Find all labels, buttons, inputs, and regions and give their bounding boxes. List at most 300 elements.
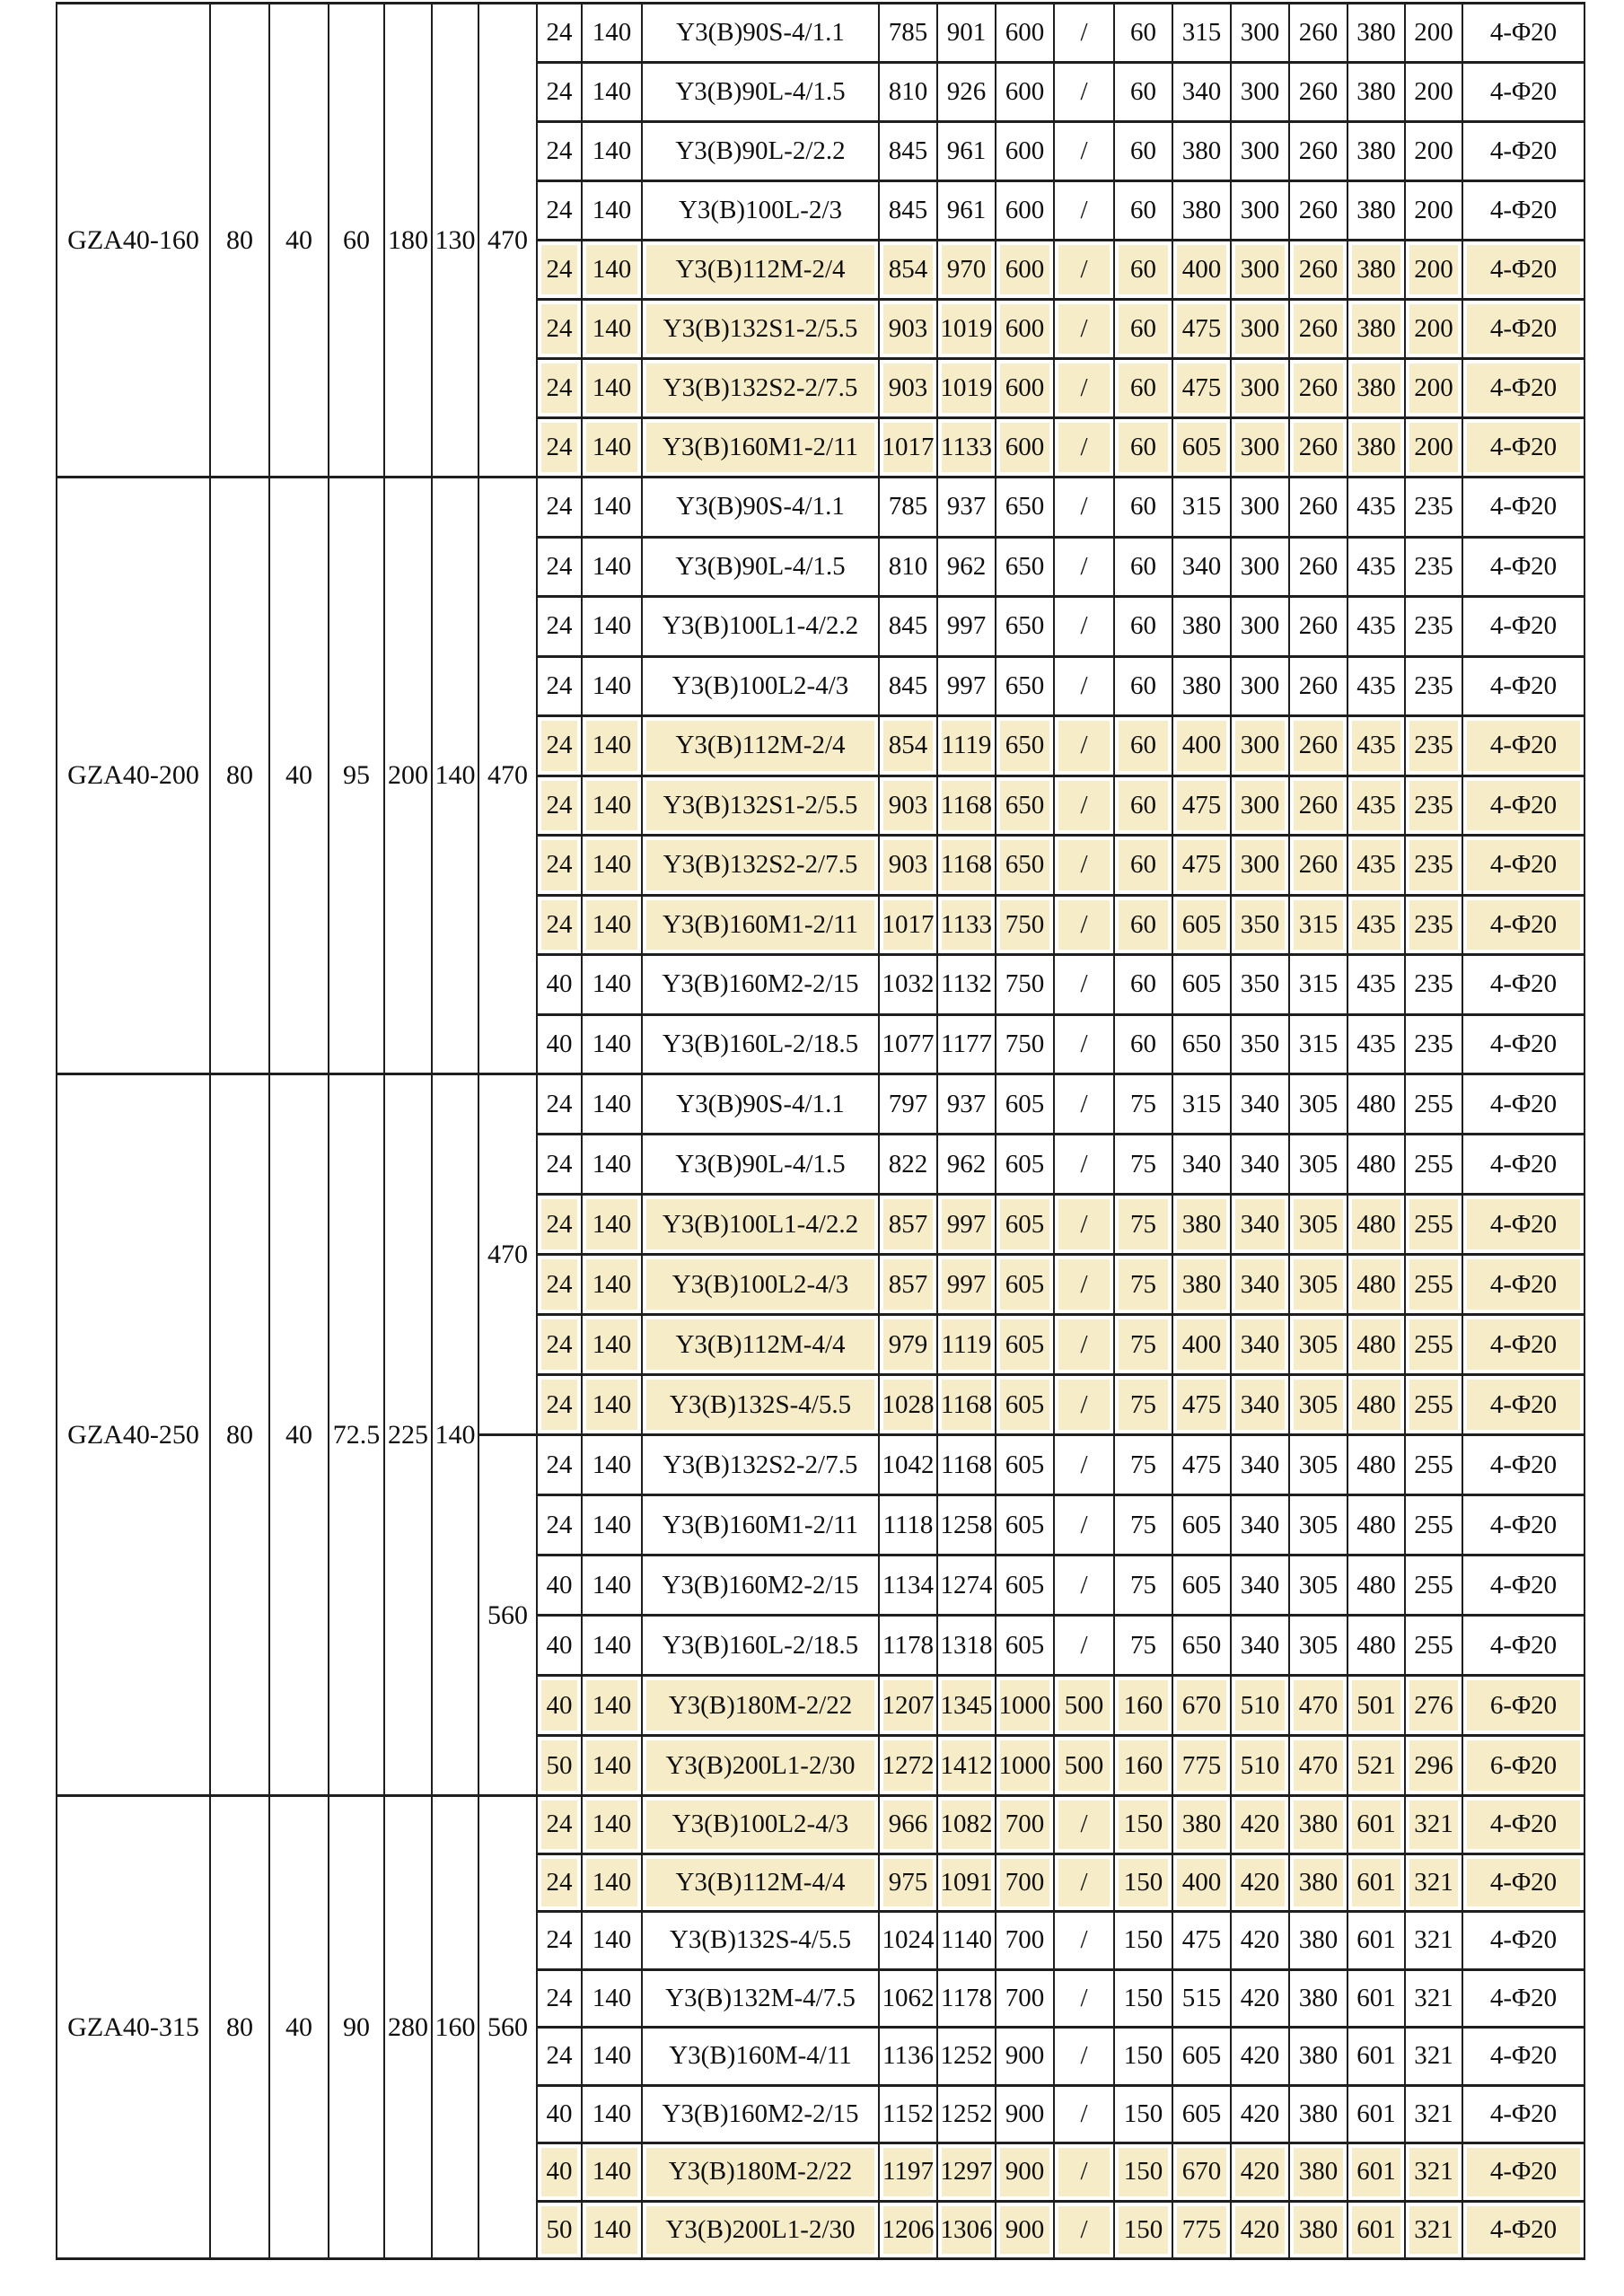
table-cell: 4-Φ20 bbox=[1462, 181, 1584, 241]
table-cell: 140 bbox=[582, 359, 642, 418]
table-cell: / bbox=[1054, 955, 1114, 1015]
table-cell: / bbox=[1054, 1969, 1114, 2028]
table-cell: 900 bbox=[996, 2143, 1054, 2202]
table-cell: 775 bbox=[1172, 1736, 1231, 1796]
table-cell: 480 bbox=[1347, 1435, 1405, 1495]
table-cell: 380 bbox=[1172, 1255, 1231, 1315]
table-cell: 140 bbox=[582, 1435, 642, 1495]
table-cell: 300 bbox=[1231, 836, 1289, 896]
table-cell: 380 bbox=[1347, 63, 1405, 122]
table-cell: 650 bbox=[996, 478, 1054, 538]
table-cell: 235 bbox=[1405, 776, 1462, 836]
table-cell: 1178 bbox=[879, 1616, 937, 1676]
table-cell: 255 bbox=[1405, 1375, 1462, 1435]
table-cell: 4-Φ20 bbox=[1462, 4, 1584, 63]
table-cell: 60 bbox=[1114, 300, 1172, 359]
table-cell: 24 bbox=[537, 1853, 582, 1912]
table-cell: 340 bbox=[1172, 1135, 1231, 1195]
table-cell: 255 bbox=[1405, 1555, 1462, 1616]
table-cell: 1000 bbox=[996, 1736, 1054, 1796]
table-cell: 4-Φ20 bbox=[1462, 1014, 1584, 1074]
motor-model-cell: Y3(B)100L1-4/2.2 bbox=[642, 597, 879, 657]
table-cell: / bbox=[1054, 241, 1114, 300]
table-cell: 1077 bbox=[879, 1014, 937, 1074]
table-cell: / bbox=[1054, 776, 1114, 836]
table-cell: 700 bbox=[996, 1796, 1054, 1854]
table-cell: / bbox=[1054, 418, 1114, 478]
table-cell: 321 bbox=[1405, 2028, 1462, 2086]
table-cell: 24 bbox=[537, 1195, 582, 1255]
speed-group-cell: 560 bbox=[478, 1796, 537, 2259]
motor-model-cell: Y3(B)90L-4/1.5 bbox=[642, 63, 879, 122]
motor-model-cell: Y3(B)132M-4/7.5 bbox=[642, 1969, 879, 2028]
table-cell: 750 bbox=[996, 895, 1054, 955]
table-cell: 40 bbox=[537, 1676, 582, 1736]
table-cell: 255 bbox=[1405, 1616, 1462, 1676]
table-cell: 700 bbox=[996, 1969, 1054, 2028]
table-cell: 340 bbox=[1231, 1255, 1289, 1315]
table-cell: 997 bbox=[937, 656, 996, 716]
table-cell: 350 bbox=[1231, 955, 1289, 1015]
table-cell: 260 bbox=[1289, 300, 1347, 359]
table-cell: 1168 bbox=[937, 1375, 996, 1435]
table-cell: 1017 bbox=[879, 418, 937, 478]
table-cell: 601 bbox=[1347, 2085, 1405, 2143]
table-cell: 400 bbox=[1172, 716, 1231, 776]
table-cell: 200 bbox=[1405, 122, 1462, 181]
table-cell: 300 bbox=[1231, 776, 1289, 836]
dim-cell: 80 bbox=[210, 1074, 269, 1796]
table-cell: 420 bbox=[1231, 1912, 1289, 1970]
table-cell: 1412 bbox=[937, 1736, 996, 1796]
table-cell: 650 bbox=[996, 656, 1054, 716]
motor-model-cell: Y3(B)132S-4/5.5 bbox=[642, 1912, 879, 1970]
table-cell: 350 bbox=[1231, 1014, 1289, 1074]
motor-model-cell: Y3(B)200L1-2/30 bbox=[642, 1736, 879, 1796]
motor-model-cell: Y3(B)180M-2/22 bbox=[642, 1676, 879, 1736]
table-cell: 857 bbox=[879, 1255, 937, 1315]
table-cell: 380 bbox=[1289, 1912, 1347, 1970]
table-cell: 1136 bbox=[879, 2028, 937, 2086]
table-cell: 4-Φ20 bbox=[1462, 2085, 1584, 2143]
table-cell: 480 bbox=[1347, 1135, 1405, 1195]
table-cell: 750 bbox=[996, 955, 1054, 1015]
table-cell: 24 bbox=[537, 1969, 582, 2028]
motor-model-cell: Y3(B)160M-4/11 bbox=[642, 2028, 879, 2086]
table-cell: 60 bbox=[1114, 122, 1172, 181]
table-cell: 380 bbox=[1289, 2143, 1347, 2202]
table-cell: 255 bbox=[1405, 1315, 1462, 1375]
table-cell: 24 bbox=[537, 1255, 582, 1315]
table-cell: 60 bbox=[1114, 656, 1172, 716]
dim-cell: 95 bbox=[329, 478, 384, 1074]
table-cell: 380 bbox=[1172, 181, 1231, 241]
table-cell: 140 bbox=[582, 1912, 642, 1970]
table-cell: 340 bbox=[1172, 63, 1231, 122]
table-cell: 315 bbox=[1289, 1014, 1347, 1074]
table-cell: 150 bbox=[1114, 2201, 1172, 2259]
table-cell: 4-Φ20 bbox=[1462, 1495, 1584, 1555]
table-cell: 305 bbox=[1289, 1435, 1347, 1495]
table-cell: 24 bbox=[537, 1435, 582, 1495]
table-cell: 900 bbox=[996, 2085, 1054, 2143]
table-cell: 380 bbox=[1289, 2028, 1347, 2086]
table-cell: 235 bbox=[1405, 955, 1462, 1015]
table-cell: 140 bbox=[582, 63, 642, 122]
table-cell: 4-Φ20 bbox=[1462, 776, 1584, 836]
table-cell: 200 bbox=[1405, 63, 1462, 122]
table-cell: 380 bbox=[1347, 241, 1405, 300]
table-cell: / bbox=[1054, 1014, 1114, 1074]
table-cell: 4-Φ20 bbox=[1462, 537, 1584, 597]
table-cell: 1132 bbox=[937, 955, 996, 1015]
table-cell: 900 bbox=[996, 2201, 1054, 2259]
table-cell: 4-Φ20 bbox=[1462, 359, 1584, 418]
table-cell: 300 bbox=[1231, 478, 1289, 538]
dim-cell: 80 bbox=[210, 4, 269, 478]
table-cell: 1252 bbox=[937, 2085, 996, 2143]
table-cell: 75 bbox=[1114, 1135, 1172, 1195]
table-cell: 200 bbox=[1405, 418, 1462, 478]
motor-model-cell: Y3(B)132S2-2/7.5 bbox=[642, 359, 879, 418]
table-cell: 4-Φ20 bbox=[1462, 1315, 1584, 1375]
table-cell: 300 bbox=[1231, 63, 1289, 122]
table-cell: 605 bbox=[996, 1375, 1054, 1435]
table-cell: 997 bbox=[937, 597, 996, 657]
table-cell: 60 bbox=[1114, 418, 1172, 478]
table-cell: / bbox=[1054, 1853, 1114, 1912]
table-cell: 810 bbox=[879, 63, 937, 122]
model-cell: GZA40-250 bbox=[57, 1074, 210, 1796]
table-cell: 140 bbox=[582, 1616, 642, 1676]
table-cell: 40 bbox=[537, 2085, 582, 2143]
table-cell: 4-Φ20 bbox=[1462, 2143, 1584, 2202]
table-cell: 260 bbox=[1289, 537, 1347, 597]
table-cell: / bbox=[1054, 1375, 1114, 1435]
table-cell: 670 bbox=[1172, 2143, 1231, 2202]
table-cell: 60 bbox=[1114, 955, 1172, 1015]
table-cell: 255 bbox=[1405, 1495, 1462, 1555]
table-cell: 600 bbox=[996, 241, 1054, 300]
table-cell: 380 bbox=[1172, 1195, 1231, 1255]
table-cell: 340 bbox=[1231, 1616, 1289, 1676]
motor-model-cell: Y3(B)100L1-4/2.2 bbox=[642, 1195, 879, 1255]
table-cell: 1178 bbox=[937, 1969, 996, 2028]
table-cell: 1082 bbox=[937, 1796, 996, 1854]
table-cell: 140 bbox=[582, 955, 642, 1015]
table-cell: 140 bbox=[582, 1135, 642, 1195]
table-cell: 1140 bbox=[937, 1912, 996, 1970]
table-cell: 1062 bbox=[879, 1969, 937, 2028]
dim-cell: 40 bbox=[269, 478, 329, 1074]
table-cell: / bbox=[1054, 1255, 1114, 1315]
table-cell: 255 bbox=[1405, 1255, 1462, 1315]
table-cell: / bbox=[1054, 181, 1114, 241]
table-cell: 380 bbox=[1289, 2201, 1347, 2259]
table-cell: 515 bbox=[1172, 1969, 1231, 2028]
table-cell: 475 bbox=[1172, 1435, 1231, 1495]
table-cell: 1019 bbox=[937, 300, 996, 359]
table-cell: 845 bbox=[879, 597, 937, 657]
motor-model-cell: Y3(B)160M2-2/15 bbox=[642, 1555, 879, 1616]
table-cell: 200 bbox=[1405, 241, 1462, 300]
table-cell: 4-Φ20 bbox=[1462, 1969, 1584, 2028]
table-cell: 24 bbox=[537, 1315, 582, 1375]
table-cell: 962 bbox=[937, 1135, 996, 1195]
table-cell: 150 bbox=[1114, 2085, 1172, 2143]
table-cell: 24 bbox=[537, 656, 582, 716]
table-cell: 970 bbox=[937, 241, 996, 300]
table-cell: 1318 bbox=[937, 1616, 996, 1676]
table-cell: 140 bbox=[582, 1255, 642, 1315]
dim-cell: 80 bbox=[210, 478, 269, 1074]
table-cell: 650 bbox=[996, 836, 1054, 896]
table-cell: 1252 bbox=[937, 2028, 996, 2086]
table-cell: / bbox=[1054, 716, 1114, 776]
table-cell: 255 bbox=[1405, 1074, 1462, 1135]
table-cell: 75 bbox=[1114, 1616, 1172, 1676]
table-cell: / bbox=[1054, 2201, 1114, 2259]
motor-model-cell: Y3(B)100L2-4/3 bbox=[642, 1796, 879, 1854]
table-cell: 600 bbox=[996, 181, 1054, 241]
table-cell: 1000 bbox=[996, 1676, 1054, 1736]
table-cell: 4-Φ20 bbox=[1462, 63, 1584, 122]
table-cell: 380 bbox=[1347, 359, 1405, 418]
table-cell: 380 bbox=[1347, 4, 1405, 63]
table-cell: 340 bbox=[1231, 1315, 1289, 1375]
table-cell: 140 bbox=[582, 1969, 642, 2028]
table-cell: 24 bbox=[537, 122, 582, 181]
table-cell: 24 bbox=[537, 1074, 582, 1135]
table-cell: 420 bbox=[1231, 2143, 1289, 2202]
dim-cell: 140 bbox=[432, 478, 478, 1074]
dim-cell: 72.5 bbox=[329, 1074, 384, 1796]
table-cell: 140 bbox=[582, 122, 642, 181]
table-cell: 60 bbox=[1114, 776, 1172, 836]
table-cell: 4-Φ20 bbox=[1462, 836, 1584, 896]
table-cell: 255 bbox=[1405, 1435, 1462, 1495]
table-cell: 420 bbox=[1231, 1853, 1289, 1912]
motor-model-cell: Y3(B)132S1-2/5.5 bbox=[642, 776, 879, 836]
table-cell: 6-Φ20 bbox=[1462, 1736, 1584, 1796]
table-cell: 605 bbox=[996, 1315, 1054, 1375]
table-cell: 1133 bbox=[937, 418, 996, 478]
motor-model-cell: Y3(B)160L-2/18.5 bbox=[642, 1616, 879, 1676]
table-cell: 903 bbox=[879, 836, 937, 896]
table-cell: 140 bbox=[582, 2085, 642, 2143]
table-cell: 260 bbox=[1289, 4, 1347, 63]
table-cell: 380 bbox=[1289, 2085, 1347, 2143]
speed-group-cell: 560 bbox=[478, 1435, 537, 1796]
dim-cell: 140 bbox=[432, 1074, 478, 1796]
table-cell: 700 bbox=[996, 1853, 1054, 1912]
table-cell: 150 bbox=[1114, 2143, 1172, 2202]
table-cell: 4-Φ20 bbox=[1462, 2028, 1584, 2086]
table-cell: / bbox=[1054, 2085, 1114, 2143]
table-cell: 235 bbox=[1405, 537, 1462, 597]
table-cell: 420 bbox=[1231, 2028, 1289, 2086]
dim-cell: 90 bbox=[329, 1796, 384, 2259]
table-cell: 300 bbox=[1231, 300, 1289, 359]
table-cell: 255 bbox=[1405, 1135, 1462, 1195]
table-cell: 1274 bbox=[937, 1555, 996, 1616]
table-cell: / bbox=[1054, 1555, 1114, 1616]
table-cell: 140 bbox=[582, 241, 642, 300]
table-cell: 650 bbox=[996, 716, 1054, 776]
dim-cell: 80 bbox=[210, 1796, 269, 2259]
table-cell: 601 bbox=[1347, 2143, 1405, 2202]
table-cell: 435 bbox=[1347, 716, 1405, 776]
motor-model-cell: Y3(B)132S2-2/7.5 bbox=[642, 836, 879, 896]
table-cell: / bbox=[1054, 1435, 1114, 1495]
table-cell: 380 bbox=[1172, 122, 1231, 181]
table-cell: 200 bbox=[1405, 359, 1462, 418]
table-cell: / bbox=[1054, 537, 1114, 597]
table-cell: 1168 bbox=[937, 776, 996, 836]
table-cell: / bbox=[1054, 597, 1114, 657]
table-cell: 315 bbox=[1172, 4, 1231, 63]
table-cell: 321 bbox=[1405, 1969, 1462, 2028]
table-cell: 600 bbox=[996, 4, 1054, 63]
table-cell: 4-Φ20 bbox=[1462, 1853, 1584, 1912]
table-cell: 140 bbox=[582, 1014, 642, 1074]
table-cell: 420 bbox=[1231, 1969, 1289, 2028]
table-cell: 305 bbox=[1289, 1495, 1347, 1555]
table-cell: 60 bbox=[1114, 895, 1172, 955]
table-cell: 24 bbox=[537, 1375, 582, 1435]
table-cell: 435 bbox=[1347, 597, 1405, 657]
table-cell: 260 bbox=[1289, 122, 1347, 181]
table-cell: 24 bbox=[537, 597, 582, 657]
motor-model-cell: Y3(B)112M-2/4 bbox=[642, 241, 879, 300]
dim-cell: 225 bbox=[384, 1074, 432, 1796]
table-cell: 24 bbox=[537, 776, 582, 836]
table-cell: 605 bbox=[996, 1555, 1054, 1616]
table-cell: 315 bbox=[1289, 955, 1347, 1015]
table-cell: / bbox=[1054, 1616, 1114, 1676]
table-cell: 650 bbox=[996, 537, 1054, 597]
table-cell: 340 bbox=[1231, 1195, 1289, 1255]
gear-motor-spec-table bbox=[56, 2, 1585, 2260]
table-cell: 315 bbox=[1172, 478, 1231, 538]
table-cell: 4-Φ20 bbox=[1462, 1135, 1584, 1195]
dim-cell: 40 bbox=[269, 1796, 329, 2259]
table-cell: 1028 bbox=[879, 1375, 937, 1435]
table-cell: 605 bbox=[1172, 418, 1231, 478]
table-cell: 60 bbox=[1114, 478, 1172, 538]
table-cell: 140 bbox=[582, 478, 642, 538]
table-cell: 1177 bbox=[937, 1014, 996, 1074]
table-cell: 235 bbox=[1405, 716, 1462, 776]
table-cell: 150 bbox=[1114, 1912, 1172, 1970]
table-cell: 926 bbox=[937, 63, 996, 122]
table-cell: 4-Φ20 bbox=[1462, 300, 1584, 359]
table-cell: 6-Φ20 bbox=[1462, 1676, 1584, 1736]
table-cell: / bbox=[1054, 300, 1114, 359]
table-cell: 305 bbox=[1289, 1375, 1347, 1435]
table-cell: 200 bbox=[1405, 300, 1462, 359]
table-cell: 260 bbox=[1289, 478, 1347, 538]
table-cell: 475 bbox=[1172, 1375, 1231, 1435]
table-cell: 810 bbox=[879, 537, 937, 597]
motor-model-cell: Y3(B)160M2-2/15 bbox=[642, 2085, 879, 2143]
table-cell: 321 bbox=[1405, 2085, 1462, 2143]
table-cell: 260 bbox=[1289, 63, 1347, 122]
table-cell: 501 bbox=[1347, 1676, 1405, 1736]
motor-model-cell: Y3(B)112M-2/4 bbox=[642, 716, 879, 776]
table-cell: 521 bbox=[1347, 1736, 1405, 1796]
table-cell: 510 bbox=[1231, 1676, 1289, 1736]
table-cell: 140 bbox=[582, 4, 642, 63]
table-cell: 857 bbox=[879, 1195, 937, 1255]
motor-model-cell: Y3(B)160M1-2/11 bbox=[642, 1495, 879, 1555]
table-cell: 60 bbox=[1114, 1014, 1172, 1074]
table-cell: 480 bbox=[1347, 1195, 1405, 1255]
table-cell: 235 bbox=[1405, 656, 1462, 716]
table-cell: 340 bbox=[1231, 1375, 1289, 1435]
table-cell: 380 bbox=[1289, 1853, 1347, 1912]
table-cell: 4-Φ20 bbox=[1462, 1616, 1584, 1676]
table-cell: 24 bbox=[537, 2028, 582, 2086]
table-cell: 24 bbox=[537, 4, 582, 63]
table-cell: 650 bbox=[996, 776, 1054, 836]
table-cell: / bbox=[1054, 359, 1114, 418]
table-cell: 321 bbox=[1405, 1853, 1462, 1912]
table-cell: 605 bbox=[1172, 2028, 1231, 2086]
table-cell: 1168 bbox=[937, 836, 996, 896]
table-cell: 75 bbox=[1114, 1435, 1172, 1495]
table-cell: 150 bbox=[1114, 2028, 1172, 2086]
table-cell: 4-Φ20 bbox=[1462, 716, 1584, 776]
table-cell: 140 bbox=[582, 656, 642, 716]
table-cell: 605 bbox=[1172, 1495, 1231, 1555]
table-cell: 4-Φ20 bbox=[1462, 597, 1584, 657]
table-cell: 4-Φ20 bbox=[1462, 1074, 1584, 1135]
table-cell: 140 bbox=[582, 418, 642, 478]
table-cell: 321 bbox=[1405, 1912, 1462, 1970]
motor-model-cell: Y3(B)100L2-4/3 bbox=[642, 1255, 879, 1315]
table-cell: 260 bbox=[1289, 716, 1347, 776]
table-cell: 140 bbox=[582, 1676, 642, 1736]
dim-cell: 40 bbox=[269, 1074, 329, 1796]
table-cell: 340 bbox=[1172, 537, 1231, 597]
table-cell: 4-Φ20 bbox=[1462, 1555, 1584, 1616]
speed-group-cell: 470 bbox=[478, 1074, 537, 1435]
table-cell: 60 bbox=[1114, 241, 1172, 300]
table-cell: 400 bbox=[1172, 241, 1231, 300]
table-cell: 60 bbox=[1114, 537, 1172, 597]
table-cell: 300 bbox=[1231, 418, 1289, 478]
table-cell: 435 bbox=[1347, 656, 1405, 716]
table-cell: 435 bbox=[1347, 776, 1405, 836]
motor-model-cell: Y3(B)132S2-2/7.5 bbox=[642, 1435, 879, 1495]
table-cell: 235 bbox=[1405, 478, 1462, 538]
table-cell: 605 bbox=[1172, 1555, 1231, 1616]
dim-cell: 200 bbox=[384, 478, 432, 1074]
table-cell: 140 bbox=[582, 2143, 642, 2202]
table-cell: 961 bbox=[937, 122, 996, 181]
table-cell: 140 bbox=[582, 300, 642, 359]
table-cell: 300 bbox=[1231, 716, 1289, 776]
table-cell: 75 bbox=[1114, 1074, 1172, 1135]
table-cell: 670 bbox=[1172, 1676, 1231, 1736]
table-cell: 854 bbox=[879, 241, 937, 300]
table-cell: 300 bbox=[1231, 537, 1289, 597]
table-cell: 60 bbox=[1114, 716, 1172, 776]
table-cell: 601 bbox=[1347, 2201, 1405, 2259]
table-cell: 601 bbox=[1347, 2028, 1405, 2086]
table-cell: 60 bbox=[1114, 597, 1172, 657]
